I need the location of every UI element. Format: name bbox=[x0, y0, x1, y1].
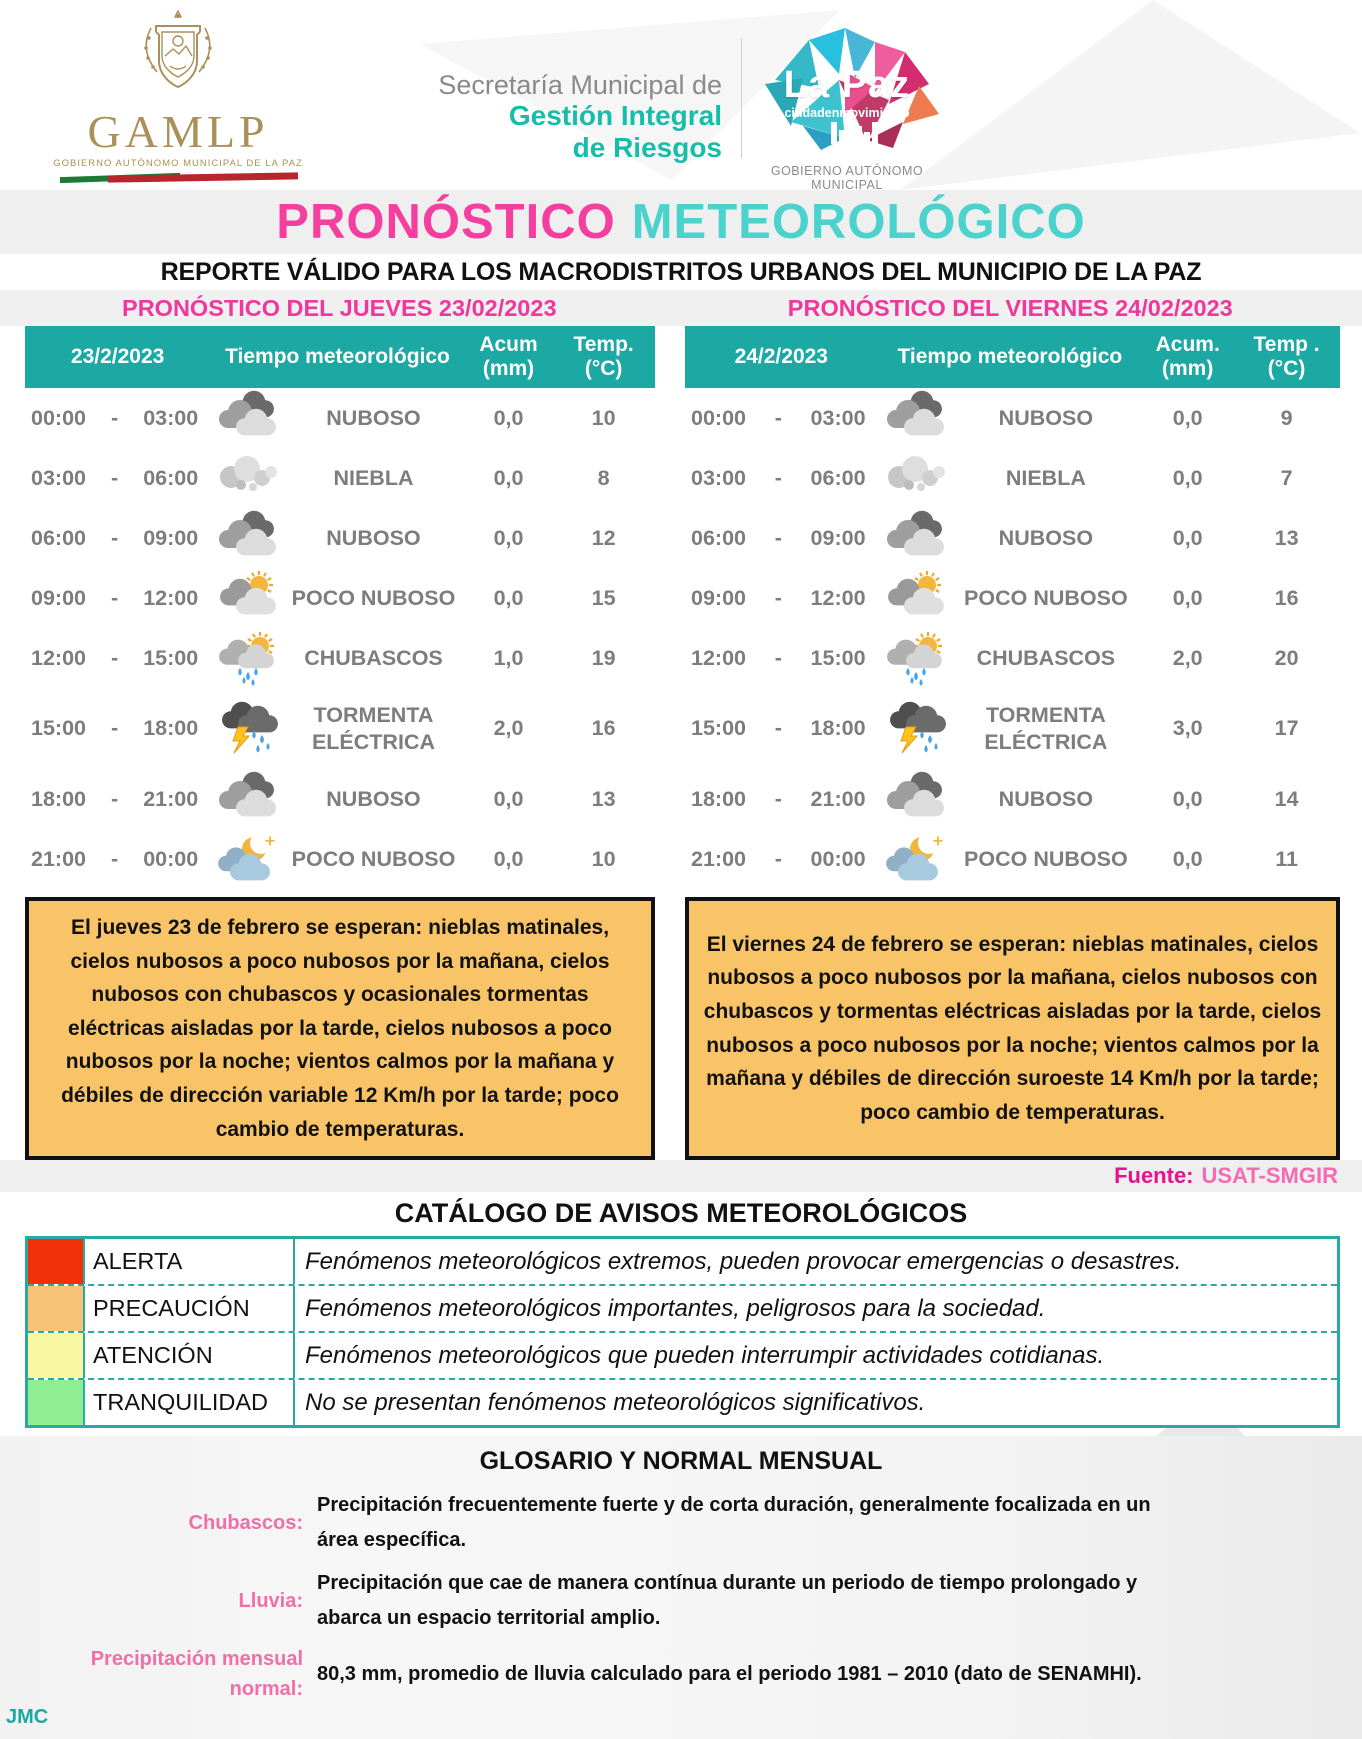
weather-cell bbox=[878, 570, 1143, 626]
acum-value: 2,0 bbox=[493, 716, 524, 740]
column-header-temp-line: (°C) bbox=[584, 357, 623, 380]
time-to: 12:00 bbox=[810, 585, 866, 610]
time-range bbox=[685, 586, 878, 611]
temp-value: 17 bbox=[1274, 716, 1299, 740]
report-subtitle: REPORTE VÁLIDO PARA LOS MACRODISTRITOS URBANOS DEL MUNICIPIO DE LA PAZ bbox=[160, 257, 1202, 286]
acum-value: 0,0 bbox=[1172, 405, 1203, 430]
time-dash: - bbox=[774, 585, 782, 610]
temp-value: 14 bbox=[1274, 786, 1299, 811]
column-header-weather bbox=[210, 345, 465, 369]
temp-value: 16 bbox=[1274, 585, 1299, 610]
time-range bbox=[25, 406, 210, 431]
time-dash: - bbox=[774, 786, 782, 811]
time-dash: - bbox=[774, 525, 782, 550]
time-range bbox=[25, 847, 210, 872]
forecast-row bbox=[685, 688, 1340, 769]
time-from: 03:00 bbox=[691, 465, 746, 490]
time-dash: - bbox=[111, 465, 119, 490]
weather-cell bbox=[878, 390, 1143, 446]
secretaria-line3: de Riesgos bbox=[572, 131, 722, 163]
time-range bbox=[25, 716, 210, 741]
table-header-row bbox=[685, 326, 1340, 388]
cloudy-icon bbox=[210, 771, 288, 827]
weather-cell bbox=[878, 701, 1143, 757]
level-color-swatch bbox=[28, 1239, 83, 1284]
weather-label: NUBOSO bbox=[326, 525, 421, 550]
cloudy-icon bbox=[210, 390, 288, 446]
glossary-definition: Precipitación frecuentemente fuerte y de corta duración, generalmente focalizada en un área específica. bbox=[317, 1494, 1151, 1552]
time-from: 03:00 bbox=[31, 465, 86, 490]
time-range bbox=[25, 646, 210, 671]
glossary-title: GLOSARIO Y NORMAL MENSUAL bbox=[479, 1447, 883, 1476]
temp-value: 12 bbox=[591, 525, 616, 550]
gamlp-acronym: GAMLP bbox=[87, 106, 269, 157]
glossary-definition: Precipitación que cae de manera contínua durante un periodo de tiempo prolongado y abarca un espacio territorial amplio. bbox=[317, 1572, 1138, 1630]
source-line bbox=[0, 1160, 1362, 1192]
forecast-row bbox=[25, 688, 655, 769]
weather-label: CHUBASCOS bbox=[304, 645, 443, 670]
time-dash: - bbox=[774, 846, 782, 871]
glossary-entry bbox=[0, 1566, 1362, 1636]
time-dash: - bbox=[111, 585, 119, 610]
acum-value: 0,0 bbox=[1172, 786, 1203, 811]
author-initials: JMC bbox=[6, 1706, 49, 1729]
storm-icon bbox=[878, 701, 956, 757]
time-to: 12:00 bbox=[143, 585, 199, 610]
temp-value: 8 bbox=[597, 465, 610, 490]
column-header-weather-line: Tiempo meteorológico bbox=[897, 344, 1123, 368]
weather-label: NIEBLA bbox=[333, 465, 414, 490]
time-to: 06:00 bbox=[810, 465, 866, 490]
acum-value: 0,0 bbox=[493, 585, 524, 610]
level-name: ALERTA bbox=[83, 1239, 293, 1284]
column-header-date bbox=[25, 345, 210, 369]
forecast-tables bbox=[0, 326, 1362, 889]
time-from: 18:00 bbox=[31, 786, 86, 811]
glossary-section bbox=[0, 1436, 1362, 1739]
level-color-swatch bbox=[28, 1286, 83, 1331]
time-range bbox=[685, 526, 878, 551]
level-color-swatch bbox=[28, 1380, 83, 1425]
weather-label: NUBOSO bbox=[326, 786, 421, 811]
acum-value: 0,0 bbox=[493, 846, 524, 871]
time-to: 21:00 bbox=[810, 786, 866, 811]
column-header-acum-line: (mm) bbox=[1162, 357, 1214, 380]
weather-cell bbox=[878, 510, 1143, 566]
source-label: Fuente: bbox=[1114, 1163, 1194, 1189]
cloudy-icon bbox=[210, 510, 288, 566]
acum-value: 1,0 bbox=[493, 645, 524, 670]
temp-value: 11 bbox=[1275, 846, 1298, 871]
acum-value: 0,0 bbox=[493, 465, 524, 490]
time-range bbox=[685, 716, 878, 741]
gamlp-logo bbox=[48, 8, 308, 183]
time-to: 03:00 bbox=[810, 405, 866, 430]
time-from: 00:00 bbox=[691, 405, 746, 430]
glossary-entry bbox=[0, 1644, 1362, 1704]
time-dash: - bbox=[111, 405, 119, 430]
time-from: 12:00 bbox=[691, 645, 746, 670]
cloudy-icon bbox=[878, 510, 956, 566]
weather-label: POCO NUBOSO bbox=[291, 585, 456, 610]
time-range bbox=[25, 526, 210, 551]
time-from: 15:00 bbox=[31, 716, 86, 740]
forecast-headings-band bbox=[0, 290, 1362, 326]
time-range bbox=[685, 847, 878, 872]
column-header-temp-line: Temp . bbox=[1253, 332, 1320, 356]
forecast-row bbox=[25, 508, 655, 568]
weather-label: POCO NUBOSO bbox=[964, 846, 1128, 871]
cloudy-icon bbox=[878, 771, 956, 827]
fog-icon bbox=[878, 450, 956, 506]
time-dash: - bbox=[111, 645, 119, 670]
level-name: TRANQUILIDAD bbox=[83, 1380, 293, 1425]
forecast-row bbox=[685, 769, 1340, 829]
weather-label: TORMENTA ELÉCTRICA bbox=[984, 702, 1108, 754]
gamlp-ribbon bbox=[48, 173, 308, 183]
forecast-row bbox=[685, 388, 1340, 448]
acum-value: 0,0 bbox=[493, 405, 524, 430]
catalog-row bbox=[28, 1284, 1337, 1331]
catalog-row bbox=[28, 1239, 1337, 1284]
weather-label: TORMENTA ELÉCTRICA bbox=[311, 702, 435, 754]
weather-cell bbox=[210, 701, 465, 757]
column-header-temp bbox=[1233, 333, 1340, 381]
lapaz-logo bbox=[742, 22, 952, 192]
forecast-table-friday bbox=[685, 326, 1340, 889]
weather-label: POCO NUBOSO bbox=[291, 846, 456, 871]
weather-cell bbox=[210, 771, 465, 827]
weather-cell bbox=[210, 450, 465, 506]
page-title-part2: METEOROLÓGICO bbox=[631, 195, 1086, 249]
level-description: Fenómenos meteorológicos extremos, pueden provocar emergencias o desastres. bbox=[293, 1239, 1337, 1284]
level-name: PRECAUCIÓN bbox=[83, 1286, 293, 1331]
level-description: No se presentan fenómenos meteorológicos significativos. bbox=[293, 1380, 1337, 1425]
time-to: 09:00 bbox=[810, 525, 866, 550]
time-to: 00:00 bbox=[143, 846, 199, 871]
time-to: 21:00 bbox=[143, 786, 199, 811]
weather-cell bbox=[878, 831, 1143, 887]
time-from: 09:00 bbox=[31, 585, 86, 610]
time-range bbox=[685, 406, 878, 431]
forecast-heading-friday: PRONÓSTICO DEL VIERNES 24/02/2023 bbox=[787, 294, 1233, 321]
time-range bbox=[685, 646, 878, 671]
acum-value: 2,0 bbox=[1172, 645, 1203, 670]
title-band bbox=[0, 190, 1362, 254]
storm-icon bbox=[210, 701, 288, 757]
acum-value: 0,0 bbox=[493, 525, 524, 550]
acum-value: 0,0 bbox=[1172, 846, 1203, 871]
weather-label: POCO NUBOSO bbox=[964, 585, 1128, 610]
temp-value: 19 bbox=[591, 645, 616, 670]
catalog-row bbox=[28, 1331, 1337, 1378]
lapaz-subtitle: GOBIERNO AUTÓNOMO MUNICIPAL bbox=[770, 164, 924, 192]
column-header-acum-line: Acum. bbox=[1155, 332, 1220, 356]
forecast-row bbox=[25, 769, 655, 829]
temp-value: 16 bbox=[591, 716, 616, 740]
column-header-weather-line: Tiempo meteorológico bbox=[225, 344, 450, 368]
forecast-row bbox=[685, 568, 1340, 628]
column-header-acum-line: (mm) bbox=[482, 357, 535, 380]
weather-cell bbox=[878, 450, 1143, 506]
time-dash: - bbox=[774, 645, 782, 670]
time-to: 18:00 bbox=[810, 716, 866, 740]
glossary-entry bbox=[0, 1488, 1362, 1558]
forecast-row bbox=[25, 628, 655, 688]
column-header-acum bbox=[1142, 333, 1233, 381]
time-to: 15:00 bbox=[810, 645, 866, 670]
weather-cell bbox=[878, 630, 1143, 686]
fog-icon bbox=[210, 450, 288, 506]
time-to: 15:00 bbox=[143, 645, 199, 670]
weather-cell bbox=[210, 630, 465, 686]
temp-value: 9 bbox=[1280, 405, 1293, 430]
level-description: Fenómenos meteorológicos que pueden interrumpir actividades cotidianas. bbox=[293, 1333, 1337, 1378]
page-header bbox=[0, 0, 1362, 190]
column-header-temp-line: Temp. bbox=[573, 332, 634, 356]
secretaria-line2: Gestión Integral bbox=[508, 100, 722, 132]
weather-cell bbox=[210, 390, 465, 446]
column-header-acum-line: Acum bbox=[479, 332, 538, 356]
forecast-row bbox=[685, 508, 1340, 568]
time-from: 09:00 bbox=[691, 585, 746, 610]
temp-value: 15 bbox=[591, 585, 616, 610]
time-from: 21:00 bbox=[691, 846, 746, 871]
gamlp-crest-icon bbox=[118, 8, 238, 104]
time-to: 06:00 bbox=[143, 465, 199, 490]
time-range bbox=[25, 466, 210, 491]
time-from: 12:00 bbox=[31, 645, 86, 670]
summary-thursday: El jueves 23 de febrero se esperan: nieblas matinales, cielos nubosos a poco nubosos por la mañana, cielos nubosos con chubascos y ocasionales tormentas eléctricas aisladas por la tarde, cielos nubosos a poco nubosos por la noche; vientos calmos por la mañana y débiles de dirección variable 12 Km/h por la tarde; poco cambio de temperaturas. bbox=[25, 897, 655, 1160]
summary-friday: El viernes 24 de febrero se esperan: nieblas matinales, cielos nubosos a poco nubosos por la mañana, cielos nubosos con chubascos y tormentas eléctricas aisladas por la tarde, cielos nubosos a poco nubosos por la noche; vientos calmos por la mañana y débiles de dirección suroeste 14 Km/h por la tarde; poco cambio de temperaturas. bbox=[685, 897, 1340, 1160]
time-dash: - bbox=[111, 716, 119, 740]
time-range bbox=[25, 787, 210, 812]
weather-cell bbox=[210, 510, 465, 566]
time-from: 15:00 bbox=[691, 716, 746, 740]
column-header-weather bbox=[878, 345, 1143, 369]
gamlp-subtitle: GOBIERNO AUTÓNOMO MUNICIPAL DE LA PAZ bbox=[53, 158, 303, 169]
source-value: USAT-SMGIR bbox=[1201, 1163, 1338, 1189]
weather-label: NUBOSO bbox=[998, 525, 1094, 550]
column-header-temp bbox=[552, 333, 655, 381]
glossary-term: Precipitación mensual normal: bbox=[90, 1648, 303, 1701]
weather-cell bbox=[210, 570, 465, 626]
forecast-row bbox=[685, 448, 1340, 508]
secretaria-line1: Secretaría Municipal de bbox=[438, 70, 722, 100]
temp-value: 10 bbox=[591, 846, 616, 871]
weather-label: NIEBLA bbox=[1005, 465, 1086, 490]
time-range bbox=[685, 787, 878, 812]
partly-day-icon bbox=[878, 570, 956, 626]
catalog-row bbox=[28, 1378, 1337, 1425]
table-header-row bbox=[25, 326, 655, 388]
partly-night-icon bbox=[210, 831, 288, 887]
temp-value: 13 bbox=[591, 786, 616, 811]
time-dash: - bbox=[774, 405, 782, 430]
glossary-term: Chubascos: bbox=[188, 1512, 303, 1535]
acum-value: 0,0 bbox=[1172, 585, 1203, 610]
page-title-part1: PRONÓSTICO bbox=[276, 195, 616, 249]
time-from: 06:00 bbox=[691, 525, 746, 550]
secretaria-block bbox=[438, 70, 722, 163]
weather-cell bbox=[210, 831, 465, 887]
cloudy-icon bbox=[878, 390, 956, 446]
time-to: 00:00 bbox=[810, 846, 866, 871]
column-header-acum bbox=[465, 333, 553, 381]
summary-boxes bbox=[0, 889, 1362, 1160]
temp-value: 20 bbox=[1274, 645, 1299, 670]
time-from: 18:00 bbox=[691, 786, 746, 811]
time-to: 03:00 bbox=[143, 405, 199, 430]
forecast-row bbox=[25, 568, 655, 628]
forecast-row bbox=[25, 388, 655, 448]
forecast-row bbox=[685, 829, 1340, 889]
level-name: ATENCIÓN bbox=[83, 1333, 293, 1378]
showers-icon bbox=[878, 630, 956, 686]
time-from: 06:00 bbox=[31, 525, 86, 550]
column-header-date bbox=[685, 345, 878, 369]
time-from: 21:00 bbox=[31, 846, 86, 871]
forecast-heading-thursday: PRONÓSTICO DEL JUEVES 23/02/2023 bbox=[122, 294, 557, 321]
temp-value: 10 bbox=[591, 405, 616, 430]
weather-label: NUBOSO bbox=[326, 405, 421, 430]
catalog-title: CATÁLOGO DE AVISOS METEOROLÓGICOS bbox=[394, 1197, 968, 1228]
forecast-table-thursday bbox=[25, 326, 655, 889]
time-dash: - bbox=[774, 716, 782, 740]
column-header-temp-line: (°C) bbox=[1267, 357, 1306, 380]
weather-label: NUBOSO bbox=[998, 786, 1094, 811]
time-dash: - bbox=[774, 465, 782, 490]
temp-value: 13 bbox=[1274, 525, 1299, 550]
time-range bbox=[685, 466, 878, 491]
temp-value: 7 bbox=[1280, 465, 1293, 490]
glossary-definition: 80,3 mm, promedio de lluvia calculado para el periodo 1981 – 2010 (dato de SENAMHI). bbox=[317, 1662, 1142, 1685]
forecast-row bbox=[685, 628, 1340, 688]
forecast-row bbox=[25, 448, 655, 508]
acum-value: 0,0 bbox=[1172, 525, 1203, 550]
glossary-term: Lluvia: bbox=[238, 1590, 303, 1613]
time-dash: - bbox=[111, 786, 119, 811]
partly-day-icon bbox=[210, 570, 288, 626]
time-to: 09:00 bbox=[143, 525, 199, 550]
partly-night-icon bbox=[878, 831, 956, 887]
catalog-table bbox=[25, 1236, 1340, 1428]
column-header-date-line: 23/2/2023 bbox=[70, 344, 165, 368]
time-from: 00:00 bbox=[31, 405, 86, 430]
level-description: Fenómenos meteorológicos importantes, peligrosos para la sociedad. bbox=[293, 1286, 1337, 1331]
acum-value: 0,0 bbox=[1172, 465, 1203, 490]
time-dash: - bbox=[111, 846, 119, 871]
acum-value: 0,0 bbox=[493, 786, 524, 811]
time-dash: - bbox=[111, 525, 119, 550]
level-color-swatch bbox=[28, 1333, 83, 1378]
weather-label: CHUBASCOS bbox=[976, 645, 1116, 670]
lapaz-tagline: ciudadenmovimiento bbox=[784, 106, 910, 120]
time-to: 18:00 bbox=[143, 716, 199, 740]
showers-icon bbox=[210, 630, 288, 686]
time-range bbox=[25, 586, 210, 611]
acum-value: 3,0 bbox=[1172, 716, 1203, 740]
forecast-row bbox=[25, 829, 655, 889]
weather-cell bbox=[878, 771, 1143, 827]
lapaz-name: La Paz bbox=[783, 64, 911, 106]
column-header-date-line: 24/2/2023 bbox=[734, 344, 828, 368]
weather-label: NUBOSO bbox=[998, 405, 1094, 430]
